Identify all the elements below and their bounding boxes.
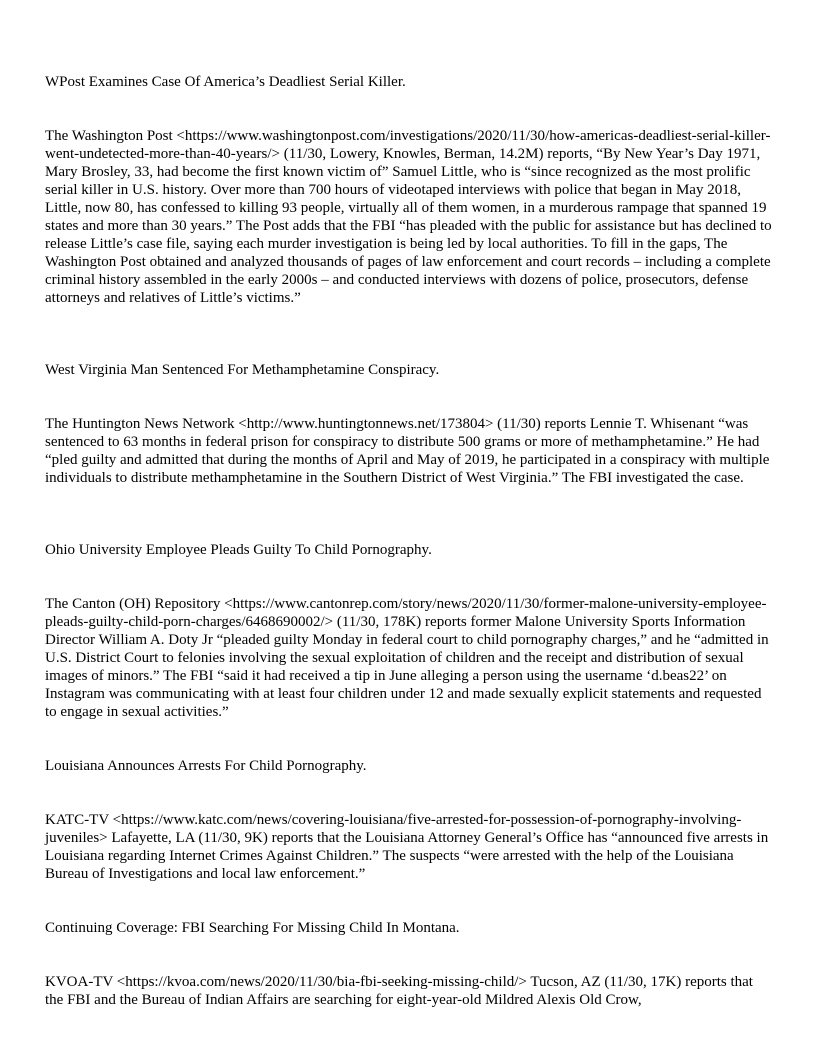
- story-2-headline: West Virginia Man Sentenced For Methamphetamine Conspiracy.: [45, 362, 440, 378]
- story-1-body: The Washington Post <https://www.washingtonpost.com/investigations/2020/11/30/how-americas-deadliest-serial-killer-went-undetected-more-than-40-years/> (11/30, Lowery, Knowles, Berman, 14.2M) reports, “By New Year’s Day 1971, Mary Brosley, 33, had become the first known victim of” Samuel Little, who is “since recognized as the most prolific serial killer in U.S. history. Over more than 700 hours of videotaped interviews with police that began in May 2018, Little, now 80, has confessed to killing 93 people, virtually all of them women, in a murderous rampage that spanned 19 states and more than 30 years.” The Post adds that the FBI “has pleaded with the public for assistance but has declined to release Little’s case file, saying each murder investigation is being led by local authorities. To fill in the gaps, The Washington Post obtained and analyzed thousands of pages of law enforcement and court records – including a complete criminal history assembled in the early 2000s – and conducted interviews with dozens of police, prosecutors, defense attorneys and relatives of Little’s victims.”: [45, 128, 772, 306]
- story-4-body: KATC-TV <https://www.katc.com/news/covering-louisiana/five-arrested-for-possession-of-pornography-involving-juveniles> Lafayette, LA (11/30, 9K) reports that the Louisiana Attorney General’s Office has “announced five arrests in Louisiana regarding Internet Crimes Against Children.” The suspects “were arrested with the help of the Louisiana Bureau of Investigations and local law enforcement.”: [45, 812, 769, 882]
- story-2-body: The Huntington News Network <http://www.huntingtonnews.net/173804> (11/30) reports Lennie T. Whisenant “was sentenced to 63 months in federal prison for conspiracy to distribute 500 grams or more of methamphetamine.” He had “pled guilty and admitted that during the months of April and May of 2019, he participated in a conspiracy with multiple individuals to distribute methamphetamine in the Southern District of West Virginia.” The FBI investigated the case.: [45, 416, 770, 486]
- story-1-headline: WPost Examines Case Of America’s Deadliest Serial Killer.: [45, 74, 406, 90]
- story-5-body: KVOA-TV <https://kvoa.com/news/2020/11/30/bia-fbi-seeking-missing-child/> Tucson, AZ (11/30, 17K) reports that the FBI and the Bureau of Indian Affairs are searching for eight-year-old Mildred Alexis Old Crow,: [45, 974, 753, 1008]
- story-5-headline: Continuing Coverage: FBI Searching For Missing Child In Montana.: [45, 920, 460, 936]
- story-3-body: The Canton (OH) Repository <https://www.cantonrep.com/story/news/2020/11/30/former-malone-university-employee-pleads-guilty-child-porn-charges/6468690002/> (11/30, 178K) reports former Malone University Sports Information Director William A. Doty Jr “pleaded guilty Monday in federal court to child pornography charges,” and he “admitted in U.S. District Court to felonies involving the sexual exploitation of children and the receipt and distribution of sexual images of minors.” The FBI “said it had received a tip in June alleging a person using the username ‘d.beas22’ on Instagram was communicating with at least four children under 12 and made sexually explicit statements and requested to engage in sexual activities.”: [45, 596, 769, 720]
- story-4-headline: Louisiana Announces Arrests For Child Pornography.: [45, 758, 367, 774]
- story-3-headline: Ohio University Employee Pleads Guilty To Child Pornography.: [45, 542, 432, 558]
